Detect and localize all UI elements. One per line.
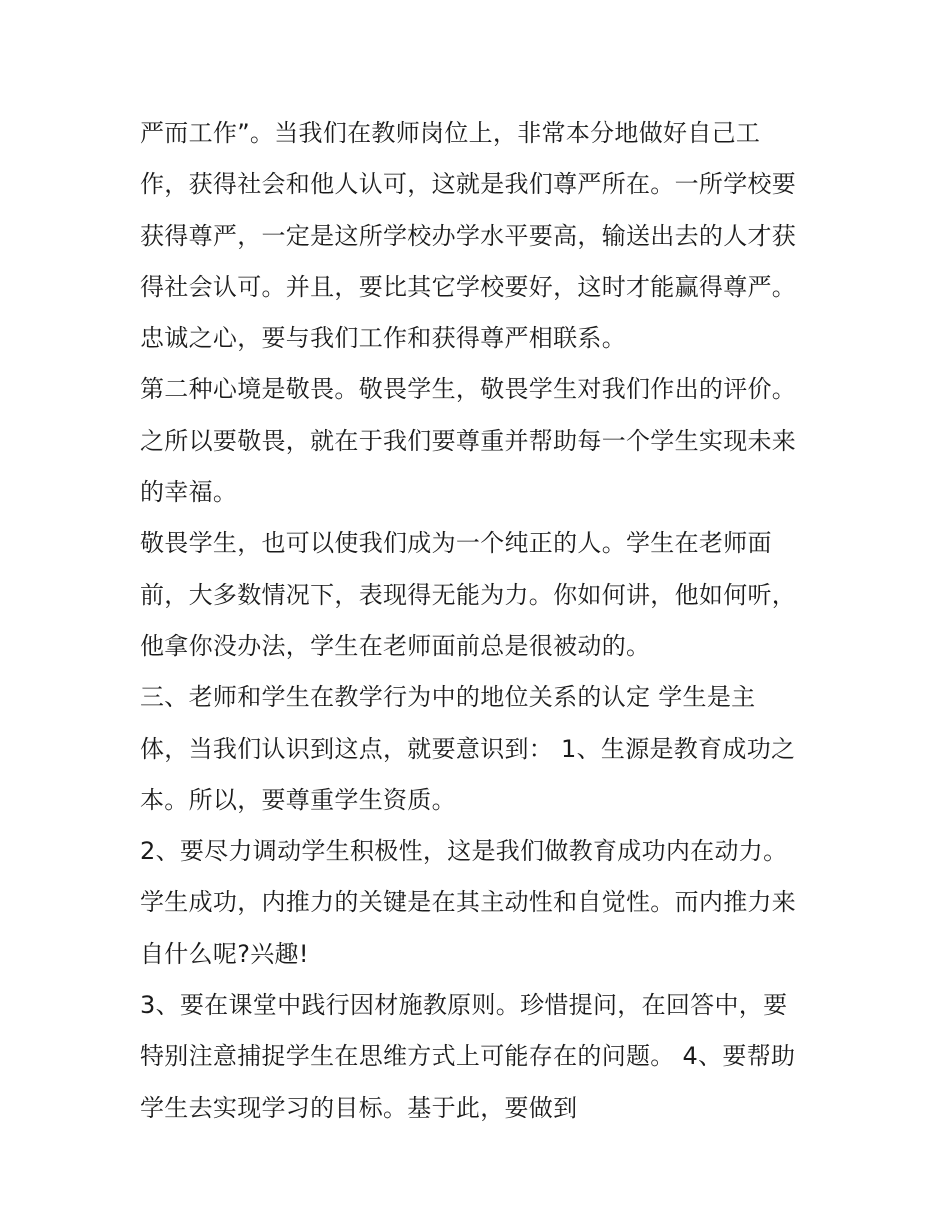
text-line: 特别注意捕捉学生在思维方式上可能存在的问题。 4、要帮助 xyxy=(140,1042,796,1071)
text-line: 获得尊严，一定是这所学校办学水平要高，输送出去的人才获 xyxy=(140,221,797,250)
text-line: 严而工作”。当我们在教师岗位上，非常本分地做好自己工 xyxy=(140,119,761,147)
text-line: 的幸福。 xyxy=(140,478,238,507)
text-line: 本。所以，要尊重学生资质。 xyxy=(140,785,456,814)
text-line: 得社会认可。并且，要比其它学校要好，这时才能赢得尊严。 xyxy=(140,272,797,301)
text-line: 体，当我们认识到这点，就要意识到： 1、生源是教育成功之 xyxy=(140,734,796,763)
body-text xyxy=(140,108,830,1134)
text-line: 自什么呢?兴趣! xyxy=(140,939,309,968)
text-line: 前，大多数情况下，表现得无能为力。你如何讲，他如何听， xyxy=(140,580,797,609)
text-line: 作，获得社会和他人认可，这就是我们尊严所在。一所学校要 xyxy=(140,170,797,199)
text-line: 他拿你没办法，学生在老师面前总是很被动的。 xyxy=(140,631,651,660)
text-line: 2、要尽力调动学生积极性，这是我们做教育成功内在动力。 xyxy=(140,837,788,866)
text-line: 之所以要敬畏，就在于我们要尊重并帮助每一个学生实现未来 xyxy=(140,426,797,455)
text-line: 敬畏学生，也可以使我们成为一个纯正的人。学生在老师面 xyxy=(140,529,772,558)
text-line: 学生去实现学习的目标。基于此，要做到 xyxy=(140,1093,578,1122)
text-line: 第二种心境是敬畏。敬畏学生，敬畏学生对我们作出的评价。 xyxy=(140,375,797,404)
text-line: 学生成功，内推力的关键是在其主动性和自觉性。而内推力来 xyxy=(140,888,797,917)
text-line: 三、老师和学生在教学行为中的地位关系的认定 学生是主 xyxy=(140,683,756,712)
text-line: 3、要在课堂中践行因材施教原则。珍惜提问，在回答中，要 xyxy=(140,991,788,1020)
text-line: 忠诚之心，要与我们工作和获得尊严相联系。 xyxy=(140,324,626,353)
